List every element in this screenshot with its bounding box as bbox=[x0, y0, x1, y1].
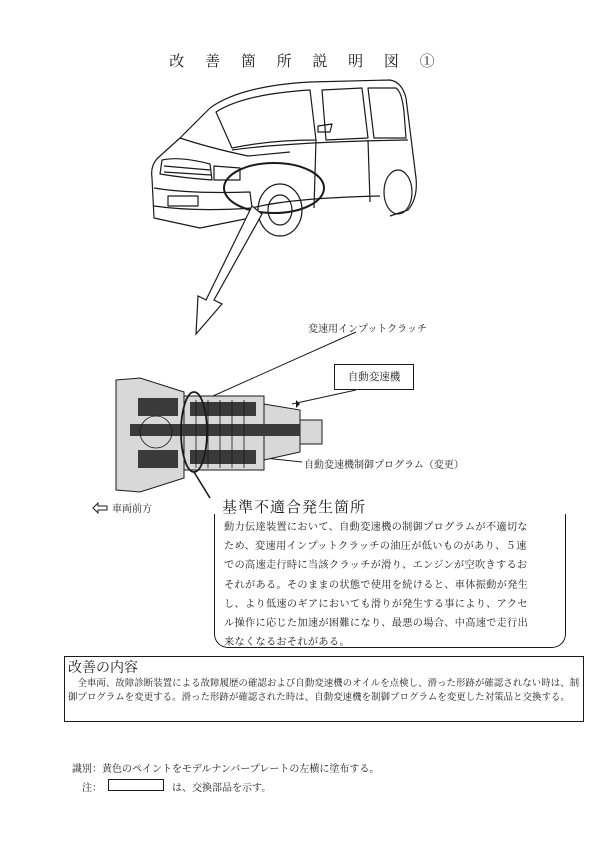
identification-note: 識別：黄色のペイントをモデルナンバープレートの左横に塗布する。 bbox=[72, 764, 380, 775]
note-prefix: 注： bbox=[82, 783, 102, 794]
replacement-part-legend-box bbox=[108, 779, 164, 791]
label-control-program: 自動変速機制御プログラム（変更） bbox=[304, 460, 464, 471]
nonconformity-heading: 基準不適合発生箇所 bbox=[222, 498, 367, 516]
nonconformity-line: ため、変速用インプットクラッチの油圧が低いものがあり、５速 bbox=[224, 541, 527, 553]
nonconformity-line: での高速走行時に当該クラッチが滑り、エンジンが空吹きするお bbox=[224, 560, 528, 572]
nonconformity-line: それがある。そのままの状態で使用を続けると、車体振動が発生 bbox=[224, 579, 529, 591]
vehicle-front-label: 車両前方 bbox=[112, 504, 152, 515]
left-arrow-outline-icon bbox=[92, 502, 108, 514]
page-title: 改 善 箇 所 説 明 図 ① bbox=[169, 52, 443, 70]
nonconformity-line: 来なくなるおそれがある。 bbox=[224, 637, 350, 649]
vehicle-front-indicator bbox=[92, 500, 152, 515]
improvement-text: 全車両、故障診断装置による故障履歴の確認および自動変速機のオイルを点検し、滑った形跡が確認されない時は、制御プログラムを変更する。滑った形跡が確認された時は、自動変速機を制御プログラムを変更した対策品と交換する。 bbox=[68, 678, 580, 703]
improvement-heading: 改善の内容 bbox=[68, 660, 138, 676]
label-automatic-transmission: 自動変速機 bbox=[334, 364, 414, 390]
label-input-clutch: 変速用インプットクラッチ bbox=[308, 324, 427, 335]
nonconformity-line: 動力伝達装置において、自動変速機の制御プログラムが不適切な bbox=[224, 522, 528, 533]
note-suffix: は、交換部品を示す。 bbox=[172, 783, 272, 794]
nonconformity-line: し、より低速のギアにおいても滑りが発生する事により、アクセ bbox=[224, 598, 528, 610]
nonconformity-line: ル操作に応じた加速が困難になり、最悪の場合、中高速で走行出 bbox=[224, 618, 529, 630]
nonconformity-text bbox=[224, 518, 562, 652]
